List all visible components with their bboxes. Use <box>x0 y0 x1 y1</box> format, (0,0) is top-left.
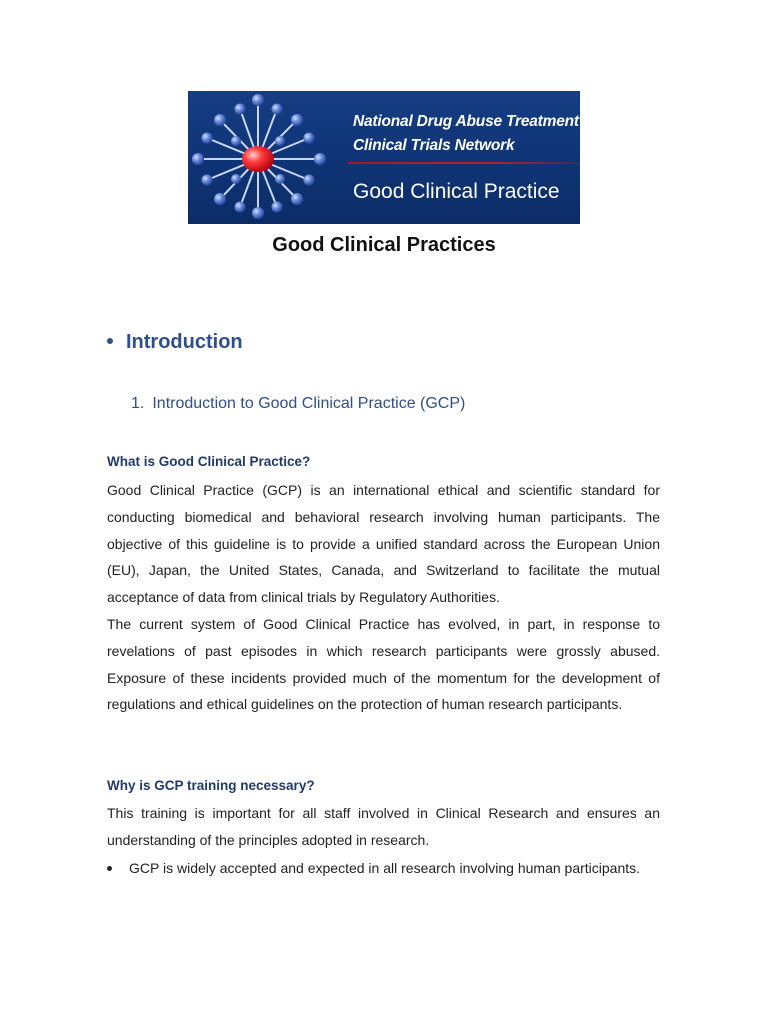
banner-org-line1: National Drug Abuse Treatment <box>353 113 579 130</box>
network-logo-icon <box>188 91 333 224</box>
bullet-icon <box>107 338 113 344</box>
what-is-heading: What is Good Clinical Practice? <box>107 454 311 469</box>
section-heading <box>107 331 243 354</box>
banner-subtitle: Good Clinical Practice <box>353 180 560 203</box>
why-paragraph: This training is important for all staff involved in Clinical Research and ensures an understanding of the principles adopted in research. <box>107 805 660 848</box>
what-is-paragraph-1: Good Clinical Practice (GCP) is an international ethical and scientific standard for conducting biomedical and behavioral research involving human participants. The objective of this guideline is to provide a unified standard across the European Union (EU), Japan, the United States, Canada, and Switzerland to facilitate the mutual acceptance of data from clinical trials by Regulatory Authorities. <box>107 482 660 606</box>
bullet-icon <box>107 866 112 871</box>
subsection-title: Introduction to Good Clinical Practice (GCP) <box>152 395 466 412</box>
subsection-number: 1. <box>131 395 145 412</box>
section-heading-text: Introduction <box>126 331 243 353</box>
header-banner <box>188 91 580 224</box>
why-heading: Why is GCP training necessary? <box>107 778 315 793</box>
what-is-paragraph-2: The current system of Good Clinical Practice has evolved, in part, in response to revelations of past episodes in which research participants were grossly abused. Exposure of these incidents provided much of the momentum for the development of regulations and ethical guidelines on the protection of human research participants. <box>107 616 660 713</box>
subsection-heading <box>131 395 465 413</box>
list-item <box>107 855 660 882</box>
document-title: Good Clinical Practices <box>272 234 496 256</box>
banner-org-line2: Clinical Trials Network <box>353 137 515 154</box>
list-item-text: GCP is widely accepted and expected in all research involving human participants. <box>129 860 641 876</box>
banner-divider <box>348 162 580 164</box>
